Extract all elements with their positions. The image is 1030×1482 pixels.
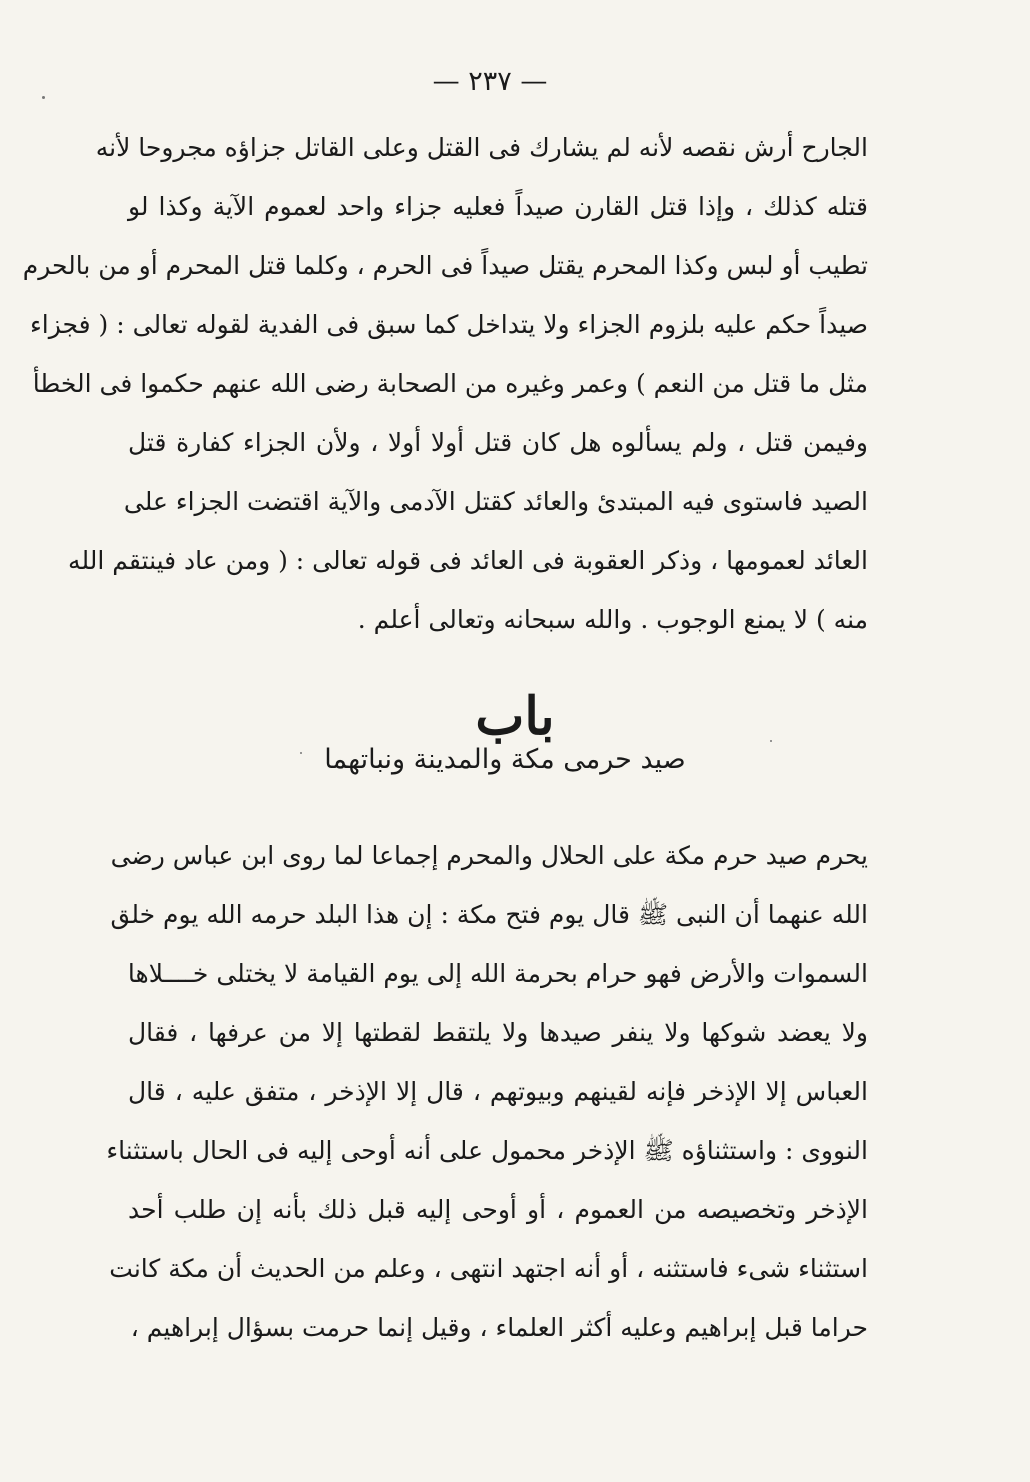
- paragraph-2: [106, 826, 868, 1357]
- text-line: حراما قبل إبراهيم وعليه أكثر العلماء ، وقيل إنما حرمت بسؤال إبراهيم ،: [130, 1313, 868, 1342]
- text-line: مثل ما قتل من النعم ) وعمر وغيره من الصحابة رضى الله عنهم حكموا فى الخطأ: [32, 369, 868, 398]
- scan-speck: [300, 752, 302, 754]
- text-line: العباس إلا الإذخر فإنه لقينهم وبيوتهم ، قال إلا الإذخر ، متفق عليه ، قال: [128, 1077, 868, 1106]
- text-line: السموات والأرض فهو حرام بحرمة الله إلى يوم القيامة لا يختلى خــــلاها: [127, 959, 868, 988]
- text-line: يحرم صيد حرم مكة على الحلال والمحرم إجماعا لما روى ابن عباس رضى: [110, 841, 868, 870]
- text-line: وفيمن قتل ، ولم يسألوه هل كان قتل أولا أولا ، ولأن الجزاء كفارة قتل: [128, 428, 868, 457]
- text-line: الإذخر وتخصيصه من العموم ، أو أوحى إليه قبل ذلك بأنه إن طلب أحد: [128, 1195, 868, 1224]
- text-line: منه ) لا يمنع الوجوب . والله سبحانه وتعالى أعلم .: [357, 605, 868, 634]
- page-number: — ٢٣٧ —: [432, 66, 548, 97]
- text-line: قتله كذلك ، وإذا قتل القارن صيداً فعليه جزاء واحد لعموم الآية وكذا لو: [128, 192, 868, 221]
- text-line: ولا يعضد شوكها ولا ينفر صيدها ولا يلتقط لقطتها إلا من عرفها ، فقال: [128, 1018, 868, 1047]
- scan-speck: [42, 96, 45, 99]
- text-line: الجارح أرش نقصه لأنه لم يشارك فى القتل وعلى القاتل جزاؤه مجروحا لأنه: [95, 133, 868, 162]
- text-line: النووى : واستثناؤه ﷺ الإذخر محمول على أنه أوحى إليه فى الحال باستثناء: [106, 1136, 868, 1165]
- chapter-subtitle: صيد حرمى مكة والمدينة ونباتهما: [324, 744, 686, 775]
- text-line: العائد لعمومها ، وذكر العقوبة فى العائد فى قوله تعالى : ( ومن عاد فينتقم الله: [68, 546, 868, 575]
- text-line: صيداً حكم عليه بلزوم الجزاء ولا يتداخل كما سبق فى الفدية لقوله تعالى : ( فجزاء: [30, 310, 868, 339]
- text-line: الصيد فاستوى فيه المبتدئ والعائد كقتل الآدمى والآية اقتضت الجزاء على: [123, 487, 868, 516]
- scan-speck: [770, 740, 772, 742]
- chapter-title: باب: [475, 686, 555, 747]
- text-line: الله عنهما أن النبى ﷺ قال يوم فتح مكة : إن هذا البلد حرمه الله يوم خلق: [110, 900, 868, 929]
- text-line: استثناء شىء فاستثنه ، أو أنه اجتهد انتهى ، وعلم من الحديث أن مكة كانت: [109, 1254, 868, 1283]
- paragraph-1: [22, 118, 868, 649]
- text-line: تطيب أو لبس وكذا المحرم يقتل صيداً فى الحرم ، وكلما قتل المحرم أو من بالحرم: [22, 251, 868, 280]
